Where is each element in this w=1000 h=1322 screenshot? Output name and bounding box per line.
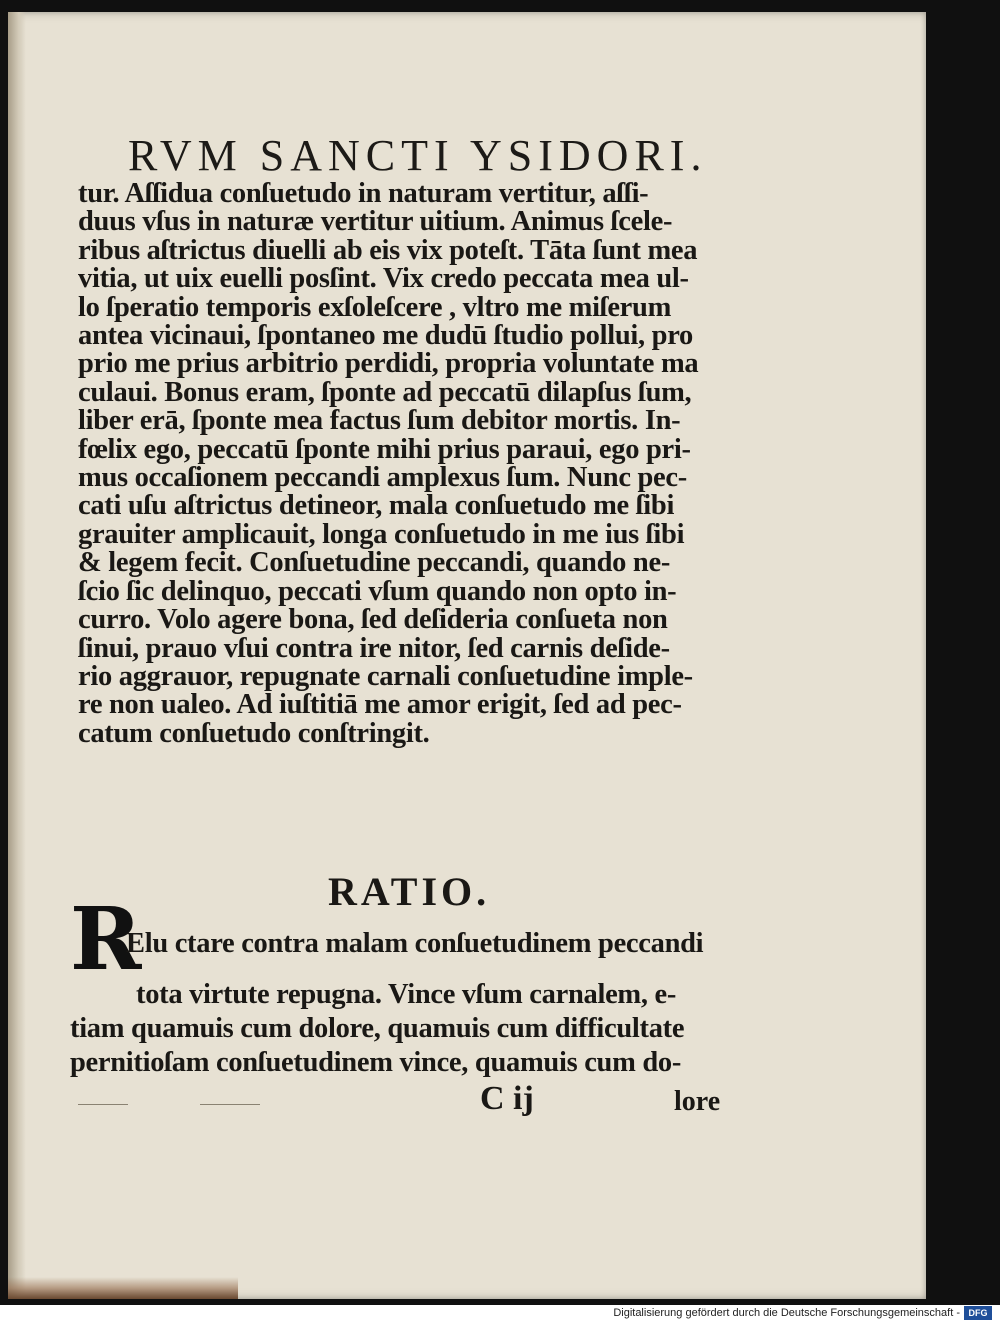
text-line: curro. Volo agere bona, ſed deſideria conſueta non — [78, 604, 668, 636]
text-line: tiam quamuis cum dolore, quamuis cum difficultate — [70, 1013, 685, 1044]
page-stain — [8, 1277, 238, 1299]
text-line: & legem fecit. Conſuetudine peccandi, quando ne- — [78, 547, 671, 579]
paragraph-1 — [78, 180, 748, 748]
footer-bar — [0, 1305, 1000, 1322]
text-line: lo ſperatio temporis exſoleſcere , vltro me miſerum — [78, 291, 672, 323]
text-line: ribus aſtrictus diuelli ab eis vix poteſt. Tāta ſunt mea — [78, 234, 698, 266]
funding-credit: Digitalisierung gefördert durch die Deutsche Forschungsgemeinschaft - — [613, 1307, 960, 1319]
text-line: vitia, ut uix euelli posſint. Vix credo peccata mea ul- — [78, 263, 689, 295]
text-line: liber erā, ſponte mea factus ſum debitor mortis. In- — [78, 405, 681, 437]
dfg-logo: DFG — [964, 1306, 992, 1320]
signature-mark: C ij — [480, 1080, 534, 1117]
text-line: Elu ctare contra malam conſuetudinem peccandi — [126, 928, 704, 959]
text-line: fœlix ego, peccatū ſponte mihi prius paraui, ego pri- — [78, 433, 691, 465]
running-head: RVM SANCTI YSIDORI. — [128, 131, 708, 180]
text-line: cati uſu aſtrictus detineor, mala conſuetudo me ſibi — [78, 490, 675, 522]
text-line: re non ualeo. Ad iuſtitiā me amor erigit, ſed ad pec- — [78, 689, 682, 721]
text-line: ſcio ſic delinquo, peccati vſum quando non opto in- — [78, 575, 677, 607]
text-line: catum conſuetudo conſtringit. — [78, 717, 430, 749]
text-line: antea vicinaui, ſpontaneo me dudū ſtudio pollui, pro — [78, 320, 693, 352]
text-line: ſinui, prauo vſui contra ire nitor, ſed carnis deſide- — [78, 632, 670, 664]
catchword: lore — [674, 1086, 721, 1117]
text-line: duus vſus in naturæ vertitur uitium. Animus ſcele- — [78, 206, 673, 238]
text-line: rio aggrauor, repugnate carnali conſuetudine imple- — [78, 660, 693, 692]
text-line: prio me prius arbitrio perdidi, propria voluntate ma — [78, 348, 699, 380]
rule-mark — [78, 1104, 128, 1105]
book-page — [8, 12, 926, 1299]
drop-cap: R — [70, 889, 142, 990]
rule-mark — [200, 1104, 260, 1105]
section-heading: RATIO. — [328, 869, 491, 914]
text-line: pernitioſam conſuetudinem vince, quamuis cum do- — [70, 1047, 682, 1078]
text-line: tur. Aſſidua conſuetudo in naturam vertitur, aſſi- — [78, 178, 649, 209]
text-line: grauiter amplicauit, longa conſuetudo in me ius ſibi — [78, 518, 685, 550]
text-line: mus occaſionem peccandi amplexus ſum. Nunc pec- — [78, 462, 687, 494]
text-line: culaui. Bonus eram, ſponte ad peccatū dilapſus ſum, — [78, 376, 692, 408]
page-foot — [78, 1080, 738, 1120]
page-gutter-shadow — [8, 12, 26, 1299]
text-line: tota virtute repugna. Vince vſum carnalem, e- — [136, 979, 677, 1010]
